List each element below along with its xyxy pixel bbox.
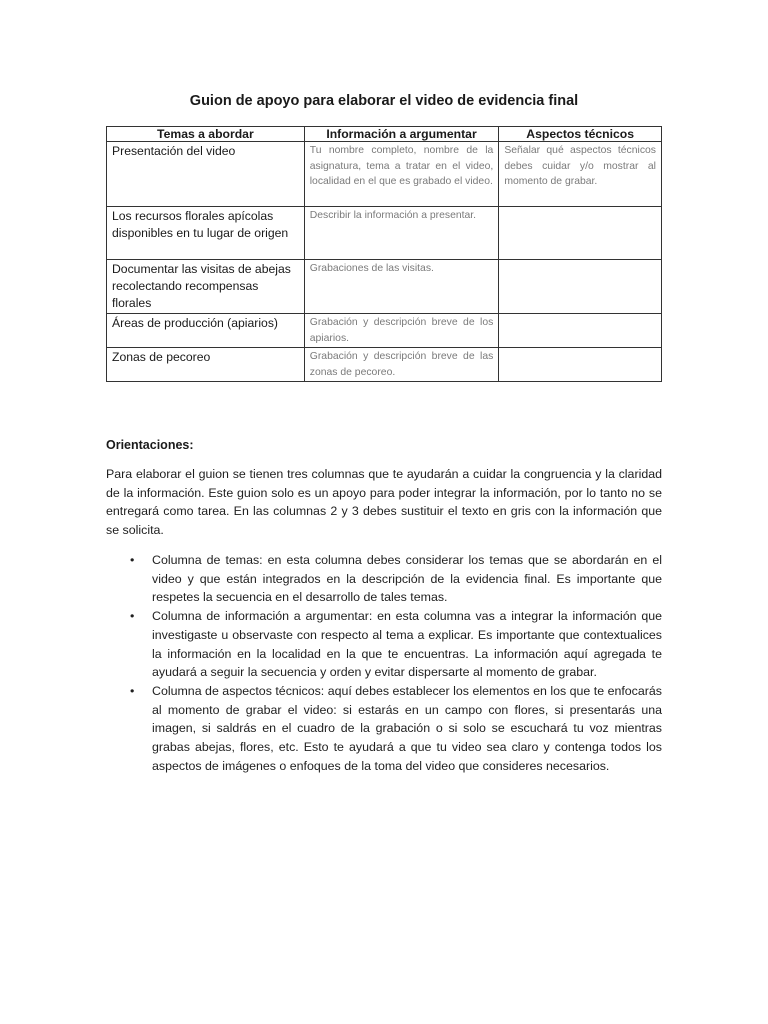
technical-cell: [499, 314, 662, 348]
header-technical: Aspectos técnicos: [499, 127, 662, 142]
list-item-text: Columna de información a argumentar: en esta columna vas a integrar la información que investigaste u observaste con respecto al tema a explicar. Es importante que contextualices la información en la localidad en la que te encuentras. La información aquí agregada te ayudará a seguir la secuencia y orden y evitar dispersarte al momento de grabar.: [152, 609, 662, 680]
table-row: [107, 207, 662, 260]
technical-cell: [499, 348, 662, 382]
list-item-text: Columna de temas: en esta columna debes considerar los temas que se abordarán en el video y que están integrados en la descripción de la evidencia final. Es importante que respetes la secuencia en el desarrollo de tales temas.: [152, 553, 662, 605]
header-topics: Temas a abordar: [107, 127, 305, 142]
topic-cell: Los recursos florales apícolas disponibles en tu lugar de origen: [107, 207, 305, 260]
info-cell: Describir la información a presentar.: [304, 207, 499, 260]
table-row: [107, 142, 662, 207]
header-information: Información a argumentar: [304, 127, 499, 142]
info-cell: Grabaciones de las visitas.: [304, 260, 499, 314]
orientations-list: [106, 551, 662, 775]
info-cell: Grabación y descripción breve de las zonas de pecoreo.: [304, 348, 499, 382]
technical-cell: Señalar qué aspectos técnicos debes cuidar y/o mostrar al momento de grabar.: [499, 142, 662, 207]
table-header-row: [107, 127, 662, 142]
table-row: [107, 348, 662, 382]
document-title: Guion de apoyo para elaborar el video de evidencia final: [189, 93, 579, 109]
topic-cell: Áreas de producción (apiarios): [107, 314, 305, 348]
info-cell: Tu nombre completo, nombre de la asignatura, tema a tratar en el video, localidad en el que es grabado el video.: [304, 142, 499, 207]
topic-cell: Presentación del video: [107, 142, 305, 207]
list-item: [106, 607, 662, 682]
list-item: [106, 682, 662, 776]
topic-cell: Zonas de pecoreo: [107, 348, 305, 382]
bullet-icon: •: [130, 609, 135, 624]
bullet-icon: •: [130, 553, 135, 567]
technical-cell: [499, 207, 662, 260]
orientations-heading: Orientaciones:: [106, 438, 194, 452]
orientations-intro: Para elaborar el guion se tienen tres columnas que te ayudarán a cuidar la congruencia y la claridad de la información. Este guion solo es un apoyo para poder integrar la información, por lo tanto no se entregará como tarea. En las columnas 2 y 3 debes sustituir el texto en gris con la información que se solicita.: [106, 467, 662, 538]
script-table: [106, 126, 662, 382]
technical-cell: [499, 260, 662, 314]
table-row: [107, 260, 662, 314]
list-item-text: Columna de aspectos técnicos: aquí debes establecer los elementos en los que te enfocarás al momento de grabar el video: si estarás en un campo con flores, si presentarás una imagen, si saldrás en el cuadro de la grabación o si solo se escuchará tu voz mientras grabas abejas, flores, etc. Esto te ayudará a que tu video sea claro y contenga todos los aspectos de imágenes o enfoques de la toma del video que consideres necesarios.: [152, 683, 662, 773]
info-cell: Grabación y descripción breve de los apiarios.: [304, 314, 499, 348]
topic-cell: Documentar las visitas de abejas recolectando recompensas florales: [107, 260, 305, 314]
list-item: [106, 551, 662, 607]
table-row: [107, 314, 662, 348]
bullet-icon: •: [130, 683, 135, 698]
